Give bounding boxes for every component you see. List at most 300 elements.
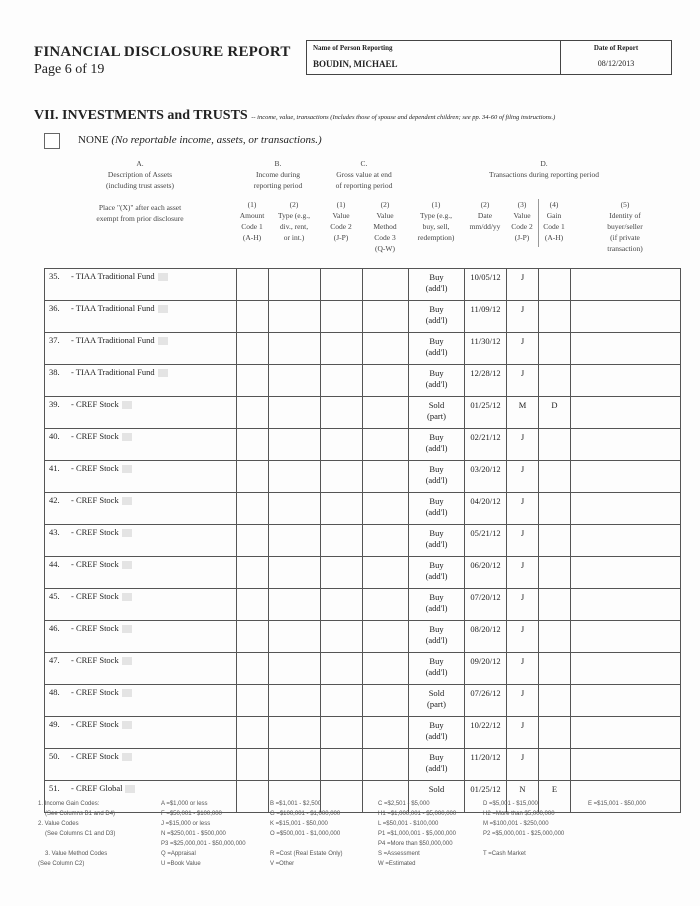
asset-description bbox=[45, 333, 237, 365]
gain-code bbox=[539, 685, 571, 717]
value-code-cell bbox=[321, 685, 363, 717]
gain-code bbox=[539, 621, 571, 653]
transaction-date: 07/26/12 bbox=[465, 685, 507, 717]
transaction-value-code: J bbox=[507, 333, 539, 365]
transaction-value-code: N bbox=[507, 781, 539, 813]
transaction-value-code: J bbox=[507, 557, 539, 589]
transaction-type: Buy bbox=[429, 272, 444, 282]
legend-entry: T =Cash Market bbox=[483, 851, 526, 857]
legend-entry: B =$1,001 - $2,500 bbox=[270, 801, 322, 807]
value-method-cell bbox=[363, 301, 409, 333]
legend-col-5 bbox=[483, 799, 564, 869]
income-amount-cell bbox=[237, 397, 269, 429]
legend-col-3 bbox=[270, 799, 343, 869]
col-c-letter: C. bbox=[360, 159, 368, 168]
date-label: Date of Report bbox=[593, 44, 639, 52]
transaction-value-code: J bbox=[507, 749, 539, 781]
value-method-cell bbox=[363, 589, 409, 621]
transaction-type: Buy bbox=[429, 528, 444, 538]
redaction-mark bbox=[122, 689, 132, 697]
income-type-cell bbox=[269, 397, 321, 429]
transaction-subtype: (add'l) bbox=[425, 475, 448, 485]
table-row bbox=[45, 749, 681, 781]
income-amount-cell bbox=[237, 269, 269, 301]
transaction-type: Buy bbox=[429, 432, 444, 442]
buyer-seller-cell bbox=[571, 493, 681, 525]
asset-name: - CREF Global bbox=[71, 783, 123, 793]
col-c-line2: of reporting period bbox=[335, 181, 393, 190]
income-type-cell bbox=[269, 429, 321, 461]
legend-entry: 2. Value Codes bbox=[38, 821, 79, 827]
asset-name: - CREF Stock bbox=[71, 591, 119, 601]
asset-name: - CREF Stock bbox=[71, 559, 119, 569]
transaction-value-code: J bbox=[507, 685, 539, 717]
transaction-value-code: J bbox=[507, 717, 539, 749]
redaction-mark bbox=[122, 721, 132, 729]
table-row bbox=[45, 397, 681, 429]
name-value: BOUDIN, MICHAEL bbox=[313, 59, 398, 69]
buyer-seller-cell bbox=[571, 429, 681, 461]
gain-code bbox=[539, 269, 571, 301]
redaction-mark bbox=[122, 465, 132, 473]
transaction-type-cell bbox=[409, 429, 465, 461]
asset-description bbox=[45, 493, 237, 525]
transaction-subtype: (add'l) bbox=[425, 379, 448, 389]
legend-entry: 1. Income Gain Codes: bbox=[38, 801, 100, 807]
transaction-type: Buy bbox=[429, 752, 444, 762]
table-row bbox=[45, 461, 681, 493]
legend-entry bbox=[588, 859, 646, 869]
asset-name: - CREF Stock bbox=[71, 431, 119, 441]
gain-code bbox=[539, 653, 571, 685]
buyer-seller-cell bbox=[571, 685, 681, 717]
gain-code bbox=[539, 333, 571, 365]
buyer-seller-cell bbox=[571, 365, 681, 397]
row-number: 37. bbox=[49, 335, 60, 345]
legend-entry bbox=[588, 819, 646, 829]
legend-entry: L =$50,001 - $100,000 bbox=[378, 821, 439, 827]
col-c-line1: Gross value at end bbox=[336, 170, 392, 179]
table-row bbox=[45, 333, 681, 365]
transaction-date: 10/22/12 bbox=[465, 717, 507, 749]
value-code-cell bbox=[321, 557, 363, 589]
section-subtitle: -- income, value, transactions (Includes those of spouse and dependent children; see pp. 34-60 of filing instructions.) bbox=[251, 114, 556, 121]
none-label: NONE bbox=[78, 134, 109, 146]
col-d5-header: (5) Identity of buyer/seller (if private transaction) bbox=[607, 200, 643, 253]
gain-code bbox=[539, 365, 571, 397]
transaction-subtype: (add'l) bbox=[425, 315, 448, 325]
transaction-subtype: (add'l) bbox=[425, 635, 448, 645]
transaction-date: 11/09/12 bbox=[465, 301, 507, 333]
transaction-date: 11/20/12 bbox=[465, 749, 507, 781]
redaction-mark bbox=[158, 305, 168, 313]
legend-entry: M =$100,001 - $250,000 bbox=[483, 821, 549, 827]
asset-name: - TIAA Traditional Fund bbox=[71, 303, 155, 313]
legend-entry: H1 =$1,000,001 - $5,000,000 bbox=[378, 811, 457, 817]
table-row bbox=[45, 557, 681, 589]
transaction-value-code: J bbox=[507, 621, 539, 653]
transaction-type: Buy bbox=[429, 656, 444, 666]
table-row bbox=[45, 621, 681, 653]
table-row bbox=[45, 525, 681, 557]
asset-description bbox=[45, 589, 237, 621]
transaction-date: 10/05/12 bbox=[465, 269, 507, 301]
redaction-mark bbox=[122, 401, 132, 409]
transaction-value-code: J bbox=[507, 301, 539, 333]
buyer-seller-cell bbox=[571, 397, 681, 429]
income-amount-cell bbox=[237, 461, 269, 493]
legend-entry: R =Cost (Real Estate Only) bbox=[270, 851, 343, 857]
income-type-cell bbox=[269, 685, 321, 717]
col-d4-header: (4) Gain Code 1 (A-H) bbox=[543, 200, 565, 242]
date-value: 08/12/2013 bbox=[597, 59, 635, 68]
asset-name: - CREF Stock bbox=[71, 399, 119, 409]
row-number: 39. bbox=[49, 399, 60, 409]
value-code-cell bbox=[321, 397, 363, 429]
gain-code bbox=[539, 493, 571, 525]
legend-entry: 3. Value Method Codes bbox=[45, 851, 108, 857]
buyer-seller-cell bbox=[571, 333, 681, 365]
legend-entry: E =$15,001 - $50,000 bbox=[588, 801, 646, 807]
legend-entry: (See Columns C1 and D3) bbox=[45, 831, 116, 837]
transaction-date: 12/28/12 bbox=[465, 365, 507, 397]
buyer-seller-cell bbox=[571, 589, 681, 621]
income-amount-cell bbox=[237, 525, 269, 557]
col-a-line2: (including trust assets) bbox=[106, 181, 174, 190]
income-amount-cell bbox=[237, 749, 269, 781]
transaction-date: 02/21/12 bbox=[465, 429, 507, 461]
income-type-cell bbox=[269, 301, 321, 333]
transaction-subtype: (add'l) bbox=[425, 763, 448, 773]
transaction-date: 03/20/12 bbox=[465, 461, 507, 493]
legend-entry: P3 =$25,000,001 - $50,000,000 bbox=[161, 841, 246, 847]
asset-name: - CREF Stock bbox=[71, 495, 119, 505]
legend-entry: W =Estimated bbox=[378, 861, 416, 867]
gain-code bbox=[539, 589, 571, 621]
value-method-cell bbox=[363, 621, 409, 653]
income-type-cell bbox=[269, 525, 321, 557]
redaction-mark bbox=[122, 625, 132, 633]
table-row bbox=[45, 493, 681, 525]
redaction-mark bbox=[125, 785, 135, 793]
legend-col-1 bbox=[38, 799, 115, 869]
income-amount-cell bbox=[237, 333, 269, 365]
transaction-type-cell bbox=[409, 685, 465, 717]
buyer-seller-cell bbox=[571, 621, 681, 653]
legend-entry bbox=[483, 859, 564, 869]
transaction-subtype: (add'l) bbox=[425, 731, 448, 741]
col-b1-header: (1) Amount Code 1 (A-H) bbox=[239, 200, 265, 242]
col-d2-header: (2) Date mm/dd/yy bbox=[469, 200, 501, 231]
col-c-header bbox=[320, 158, 408, 191]
gain-code: D bbox=[539, 397, 571, 429]
value-code-cell bbox=[321, 717, 363, 749]
asset-description bbox=[45, 397, 237, 429]
transaction-subtype: (add'l) bbox=[425, 603, 448, 613]
income-amount-cell bbox=[237, 589, 269, 621]
transaction-type: Buy bbox=[429, 496, 444, 506]
asset-description bbox=[45, 365, 237, 397]
transaction-subtype: (add'l) bbox=[425, 539, 448, 549]
reporter-info-box bbox=[306, 40, 672, 75]
transaction-date: 09/20/12 bbox=[465, 653, 507, 685]
none-note: (No reportable income, assets, or transactions.) bbox=[111, 134, 322, 146]
legend-entry: Q =Appraisal bbox=[161, 851, 196, 857]
transaction-date: 05/21/12 bbox=[465, 525, 507, 557]
transaction-subtype: (add'l) bbox=[425, 667, 448, 677]
transaction-date: 01/25/12 bbox=[465, 397, 507, 429]
value-method-cell bbox=[363, 365, 409, 397]
value-code-cell bbox=[321, 749, 363, 781]
legend-col-4 bbox=[378, 799, 456, 869]
row-number: 42. bbox=[49, 495, 60, 505]
value-method-cell bbox=[363, 493, 409, 525]
value-method-cell bbox=[363, 333, 409, 365]
value-method-cell bbox=[363, 397, 409, 429]
redaction-mark bbox=[158, 273, 168, 281]
income-amount-cell bbox=[237, 493, 269, 525]
asset-name: - CREF Stock bbox=[71, 527, 119, 537]
asset-name: - CREF Stock bbox=[71, 751, 119, 761]
buyer-seller-cell bbox=[571, 749, 681, 781]
legend-entry bbox=[270, 839, 343, 849]
asset-name: - TIAA Traditional Fund bbox=[71, 271, 155, 281]
buyer-seller-cell bbox=[571, 717, 681, 749]
income-type-cell bbox=[269, 269, 321, 301]
income-type-cell bbox=[269, 749, 321, 781]
value-method-cell bbox=[363, 461, 409, 493]
gain-code bbox=[539, 557, 571, 589]
transaction-subtype: (part) bbox=[427, 411, 446, 421]
legend-entry: U =Book Value bbox=[161, 861, 201, 867]
legend-entry: N =$250,001 - $500,000 bbox=[161, 831, 226, 837]
transaction-type-cell bbox=[409, 493, 465, 525]
legend-entry: O =$500,001 - $1,000,000 bbox=[270, 831, 341, 837]
value-code-cell bbox=[321, 333, 363, 365]
legend-entry bbox=[588, 839, 646, 849]
transaction-subtype: (add'l) bbox=[425, 571, 448, 581]
asset-description bbox=[45, 269, 237, 301]
transaction-type-cell bbox=[409, 365, 465, 397]
buyer-seller-cell bbox=[571, 301, 681, 333]
income-type-cell bbox=[269, 365, 321, 397]
income-type-cell bbox=[269, 653, 321, 685]
transaction-type-cell bbox=[409, 717, 465, 749]
row-number: 38. bbox=[49, 367, 60, 377]
col-a-line1: Description of Assets bbox=[107, 170, 173, 179]
income-amount-cell bbox=[237, 301, 269, 333]
transaction-type: Sold bbox=[428, 688, 445, 698]
value-method-cell bbox=[363, 717, 409, 749]
col-d3-header: (3) Value Code 2 (J-P) bbox=[511, 200, 533, 242]
col-b-header bbox=[236, 158, 320, 191]
income-amount-cell bbox=[237, 429, 269, 461]
legend-entry bbox=[588, 809, 646, 819]
income-type-cell bbox=[269, 333, 321, 365]
transaction-type-cell bbox=[409, 461, 465, 493]
gain-code bbox=[539, 461, 571, 493]
col-d-letter: D. bbox=[540, 159, 548, 168]
transaction-type: Buy bbox=[429, 304, 444, 314]
transaction-date: 06/20/12 bbox=[465, 557, 507, 589]
asset-description bbox=[45, 301, 237, 333]
table-row bbox=[45, 653, 681, 685]
transaction-date: 04/20/12 bbox=[465, 493, 507, 525]
transaction-subtype: (add'l) bbox=[425, 347, 448, 357]
transaction-subtype: (add'l) bbox=[425, 283, 448, 293]
transaction-value-code: J bbox=[507, 653, 539, 685]
transaction-type: Buy bbox=[429, 464, 444, 474]
gain-code: E bbox=[539, 781, 571, 813]
value-method-cell bbox=[363, 557, 409, 589]
legend-entry: A =$1,000 or less bbox=[161, 801, 208, 807]
transaction-subtype: (part) bbox=[427, 699, 446, 709]
income-amount-cell bbox=[237, 621, 269, 653]
transaction-type: Sold bbox=[428, 400, 445, 410]
redaction-mark bbox=[122, 753, 132, 761]
transaction-type-cell bbox=[409, 269, 465, 301]
none-checkbox[interactable] bbox=[44, 133, 60, 149]
transaction-value-code: J bbox=[507, 525, 539, 557]
income-type-cell bbox=[269, 493, 321, 525]
transaction-type: Buy bbox=[429, 624, 444, 634]
buyer-seller-cell bbox=[571, 269, 681, 301]
redaction-mark bbox=[122, 433, 132, 441]
transaction-type-cell bbox=[409, 557, 465, 589]
legend-entry bbox=[588, 829, 646, 839]
transaction-date: 11/30/12 bbox=[465, 333, 507, 365]
value-code-cell bbox=[321, 301, 363, 333]
transaction-type-cell bbox=[409, 525, 465, 557]
transaction-value-code: J bbox=[507, 589, 539, 621]
transaction-type-cell bbox=[409, 621, 465, 653]
transaction-type: Buy bbox=[429, 720, 444, 730]
value-code-cell bbox=[321, 269, 363, 301]
col-d-line1: Transactions during reporting period bbox=[489, 170, 599, 179]
transaction-type: Buy bbox=[429, 560, 444, 570]
transaction-date: 01/25/12 bbox=[465, 781, 507, 813]
row-number: 50. bbox=[49, 751, 60, 761]
buyer-seller-cell bbox=[571, 461, 681, 493]
value-method-cell bbox=[363, 429, 409, 461]
row-number: 45. bbox=[49, 591, 60, 601]
redaction-mark bbox=[122, 497, 132, 505]
row-number: 41. bbox=[49, 463, 60, 473]
value-code-cell bbox=[321, 589, 363, 621]
gain-code bbox=[539, 749, 571, 781]
transaction-type-cell bbox=[409, 653, 465, 685]
legend-entry bbox=[38, 839, 115, 849]
transaction-type-cell bbox=[409, 589, 465, 621]
redaction-mark bbox=[158, 369, 168, 377]
transaction-value-code: J bbox=[507, 461, 539, 493]
legend-entry: V =Other bbox=[270, 861, 295, 867]
row-number: 36. bbox=[49, 303, 60, 313]
income-type-cell bbox=[269, 461, 321, 493]
transaction-type: Sold bbox=[428, 784, 445, 794]
col-a-header bbox=[44, 158, 236, 224]
buyer-seller-cell bbox=[571, 525, 681, 557]
col-a-letter: A. bbox=[136, 159, 144, 168]
col-d1-header: (1) Type (e.g., buy, sell, redemption) bbox=[417, 200, 455, 242]
value-code-cell bbox=[321, 461, 363, 493]
row-number: 43. bbox=[49, 527, 60, 537]
redaction-mark bbox=[158, 337, 168, 345]
transaction-type-cell bbox=[409, 397, 465, 429]
asset-description bbox=[45, 461, 237, 493]
income-amount-cell bbox=[237, 653, 269, 685]
asset-name: - TIAA Traditional Fund bbox=[71, 335, 155, 345]
gain-code bbox=[539, 717, 571, 749]
transaction-value-code: J bbox=[507, 365, 539, 397]
asset-name: - CREF Stock bbox=[71, 719, 119, 729]
legend-entry: D =$5,001 - $15,000 bbox=[483, 801, 538, 807]
income-amount-cell bbox=[237, 557, 269, 589]
asset-description bbox=[45, 653, 237, 685]
none-option bbox=[78, 134, 322, 146]
asset-description bbox=[45, 717, 237, 749]
value-code-cell bbox=[321, 653, 363, 685]
transaction-type-cell bbox=[409, 749, 465, 781]
transaction-value-code: J bbox=[507, 429, 539, 461]
transaction-value-code: M bbox=[507, 397, 539, 429]
transaction-type: Buy bbox=[429, 368, 444, 378]
buyer-seller-cell bbox=[571, 653, 681, 685]
legend-entry bbox=[588, 849, 646, 859]
transaction-date: 08/20/12 bbox=[465, 621, 507, 653]
col-c2-header: (2) Value Method Code 3 (Q-W) bbox=[373, 200, 397, 253]
asset-description bbox=[45, 685, 237, 717]
value-code-cell bbox=[321, 525, 363, 557]
redaction-mark bbox=[122, 657, 132, 665]
asset-name: - CREF Stock bbox=[71, 463, 119, 473]
report-title: FINANCIAL DISCLOSURE REPORT bbox=[34, 44, 291, 60]
col-a-note1: Place "(X)" after each asset bbox=[98, 203, 182, 212]
buyer-seller-cell bbox=[571, 557, 681, 589]
transaction-type-cell bbox=[409, 301, 465, 333]
income-type-cell bbox=[269, 717, 321, 749]
col-b-line2: reporting period bbox=[253, 181, 303, 190]
page-number: Page 6 of 19 bbox=[34, 62, 105, 77]
legend-entry: K =$15,001 - $50,000 bbox=[270, 821, 328, 827]
transaction-value-code: J bbox=[507, 269, 539, 301]
transaction-subtype: (add'l) bbox=[425, 507, 448, 517]
gain-code bbox=[539, 301, 571, 333]
value-code-cell bbox=[321, 429, 363, 461]
asset-name: - CREF Stock bbox=[71, 687, 119, 697]
col-b-line1: Income during bbox=[256, 170, 300, 179]
row-number: 47. bbox=[49, 655, 60, 665]
value-method-cell bbox=[363, 749, 409, 781]
income-amount-cell bbox=[237, 365, 269, 397]
asset-description bbox=[45, 749, 237, 781]
asset-name: - CREF Stock bbox=[71, 623, 119, 633]
legend-entry bbox=[483, 839, 564, 849]
legend-entry: (See Column C2) bbox=[38, 861, 85, 867]
row-number: 48. bbox=[49, 687, 60, 697]
row-number: 51. bbox=[49, 783, 60, 793]
legend-entry: G =$100,001 - $1,000,000 bbox=[270, 811, 341, 817]
legend-entry: P4 =More than $50,000,000 bbox=[378, 841, 453, 847]
gain-code bbox=[539, 525, 571, 557]
name-label: Name of Person Reporting bbox=[313, 44, 393, 52]
transaction-date: 07/20/12 bbox=[465, 589, 507, 621]
value-code-cell bbox=[321, 621, 363, 653]
asset-description bbox=[45, 557, 237, 589]
table-row bbox=[45, 685, 681, 717]
table-row bbox=[45, 301, 681, 333]
transaction-type-cell bbox=[409, 333, 465, 365]
